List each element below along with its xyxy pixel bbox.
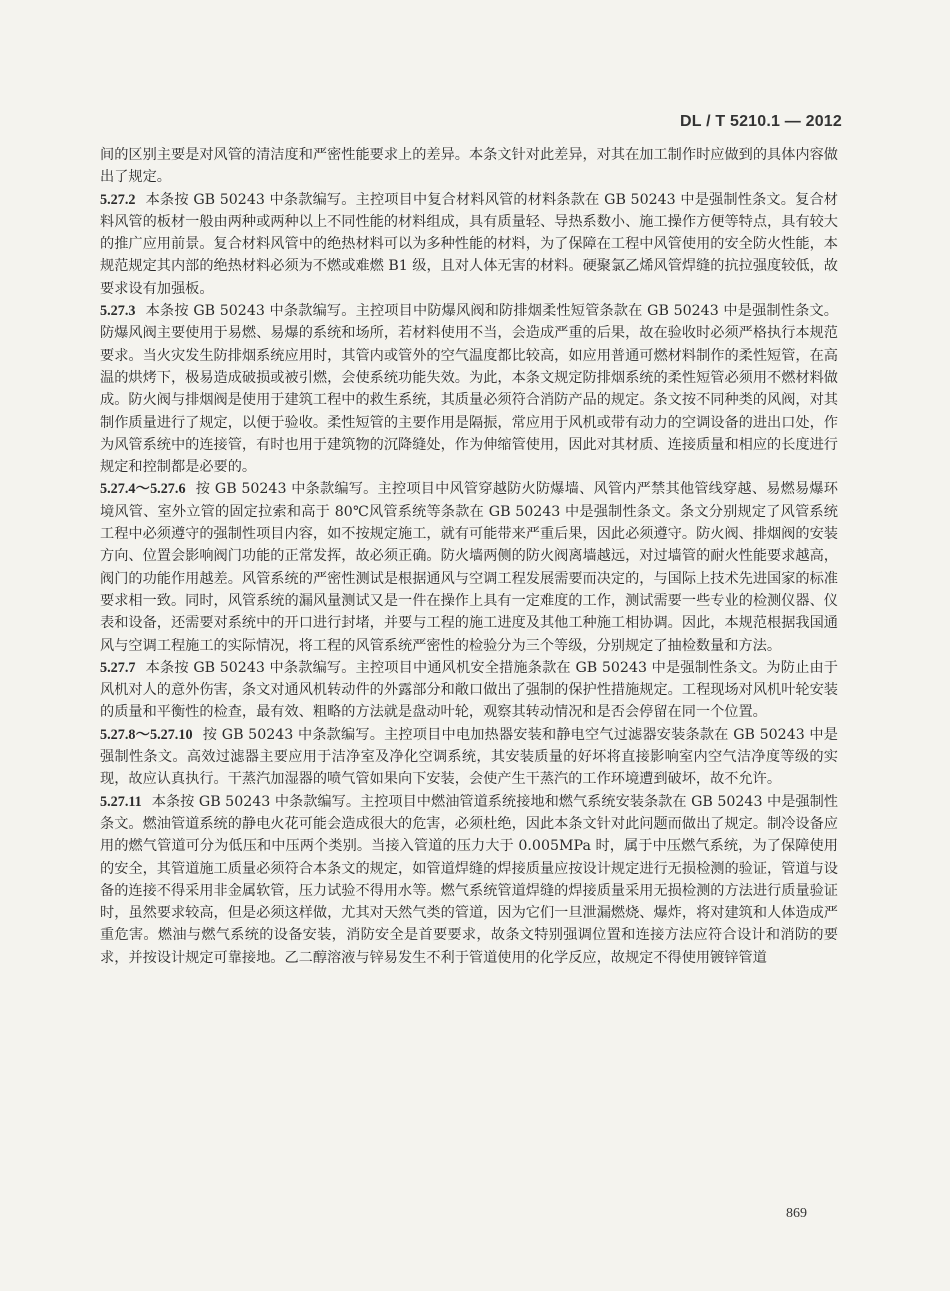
- paragraph-text: 本条按 GB 50243 中条款编写。主控项目中防爆风阀和防排烟柔性短管条款在 GB 50243 中是强制性条文。防爆风阀主要使用于易燃、易爆的系统和场所，若材料使用不当，会造成严重的后果，故在验收时必须严格执行本规范要求。当火灾发生防排烟系统应用时，其管内或管外的空气温度都比较高，如应用普通可燃材料制作的柔性短管，在高温的烘烤下，极易造成破损或被引燃，会使系统功能失效。为此，本条文规定防排烟系统的柔性短管必须用不燃材料做成。防火阀与排烟阀是使用于建筑工程中的救生系统，其质量必须符合消防产品的规定。条文按不同种类的风阀，对其制作质量进行了规定，以便于验收。柔性短管的主要作用是隔振，常应用于风机或带有动力的空调设备的进出口处，作为风管系统中的连接管，有时也用于建筑物的沉降缝处，作为伸缩管使用，因此对其材质、连接质量和相应的长度进行规定和控制都是必要的。: [100, 303, 838, 476]
- paragraph-5-27-8-to-10: [100, 724, 838, 791]
- clause-number: 5.27.2: [100, 191, 136, 208]
- paragraph-5-27-3: [100, 300, 838, 478]
- paragraph-text: 本条按 GB 50243 中条款编写。主控项目中通风机安全措施条款在 GB 50243 中是强制性条文。为防止由于风机对人的意外伤害，条文对通风机转动件的外露部分和敞口做出了强制的保护性措施规定。工程现场对风机叶轮安装的质量和平衡性的检查，最有效、粗略的方法就是盘动叶轮，观察其转动情况和是否会停留在同一个位置。: [100, 659, 838, 721]
- clause-number: 5.27.11: [100, 793, 142, 810]
- paragraph-5-27-4-to-6: [100, 478, 838, 656]
- paragraph-text: 按 GB 50243 中条款编写。主控项目中风管穿越防火防爆墙、风管内严禁其他管线穿越、易燃易爆环境风管、室外立管的固定拉索和高于 80℃风管系统等条款在 GB 50243 中是强制性条文。条文分别规定了风管系统工程中必须遵守的强制性项目内容，如不按规定施工，就有可能带来严重后果，因此必须遵守。防火阀、排烟阀的安装方向、位置会影响阀门功能的正常发挥，故必须正确。防火墙两侧的防火阀离墙越远，对过墙管的耐火性能要求越高，阀门的功能作用越差。风管系统的严密性测试是根据通风与空调工程发展需要而决定的，与国际上技术先进国家的标准要求相一致。同时，风管系统的漏风量测试又是一件在操作上具有一定难度的工作，测试需要一些专业的检测仪器、仪表和设备，还需要对系统中的开口进行封堵，并要与工程的施工进度及其他工种施工相协调。因此，本规范根据我国通风与空调工程施工的实际情况，将工程的风管系统严密性的检验分为三个等级，分别规定了抽检数量和方法。: [100, 481, 838, 654]
- document-code-header: DL / T 5210.1 — 2012: [679, 113, 842, 130]
- clause-number: 5.27.7: [100, 659, 136, 676]
- paragraph-text: 本条按 GB 50243 中条款编写。主控项目中燃油管道系统接地和燃气系统安装条款在 GB 50243 中是强制性条文。燃油管道系统的静电火花可能会造成很大的危害，必须杜绝，因此本条文针对此问题而做出了规定。制冷设备应用的燃气管道可分为低压和中压两个类别。当接入管道的压力大于 0.005MPa 时，属于中压燃气系统，为了保障使用的安全，其管道施工质量必须符合本条文的规定，如管道焊缝的焊接质量应按设计规定进行无损检测的验证，管道与设备的连接不得采用非金属软管，压力试验不得用水等。燃气系统管道焊缝的焊接质量采用无损检测的方法进行质量验证时，虽然要求较高，但是必须这样做，尤其对天然气类的管道，因为它们一旦泄漏燃烧、爆炸，将对建筑和人体造成严重危害。燃油与燃气系统的设备安装，消防安全是首要要求，故条文特别强调位置和连接方法应符合设计和消防的要求，并按设计规定可靠接地。乙二醇溶液与锌易发生不利于管道使用的化学反应，故规定不得使用镀锌管道: [100, 793, 838, 966]
- paragraph-text: 按 GB 50243 中条款编写。主控项目中电加热器安装和静电空气过滤器安装条款在 GB 50243 中是强制性条文。高效过滤器主要应用于洁净室及净化空调系统，其安装质量的好坏将直接影响室内空气洁净度等级的实现，故应认真执行。干蒸汽加湿器的喷气管如果向下安装，会使产生干蒸汽的工作环境遭到破坏，故不允许。: [100, 726, 838, 788]
- body-text: [100, 144, 838, 969]
- clause-number: 5.27.8～5.27.10: [100, 726, 193, 743]
- paragraph-text: 间的区别主要是对风管的清洁度和严密性能要求上的差异。本条文针对此差异，对其在加工制作时应做到的具体内容做出了规定。: [100, 147, 838, 186]
- paragraph-5-27-7: [100, 657, 838, 724]
- paragraph-continuation: [100, 144, 838, 189]
- paragraph-text: 本条按 GB 50243 中条款编写。主控项目中复合材料风管的材料条款在 GB 50243 中是强制性条文。复合材料风管的板材一般由两种或两种以上不同性能的材料组成，具有质量轻、导热系数小、施工操作方便等特点，具有较大的推广应用前景。复合材料风管中的绝热材料可以为多种性能的材料，为了保障在工程中风管使用的安全防火性能，本规范规定其内部的绝热材料必须为不燃或难燃 B1 级，且对人体无害的材料。硬聚氯乙烯风管焊缝的抗拉强度较低，故要求设有加强板。: [100, 191, 838, 297]
- clause-number: 5.27.4～5.27.6: [100, 481, 186, 498]
- paragraph-5-27-2: [100, 189, 838, 300]
- clause-number: 5.27.3: [100, 303, 136, 320]
- page-number: 869: [786, 1206, 807, 1221]
- paragraph-5-27-11: [100, 791, 838, 969]
